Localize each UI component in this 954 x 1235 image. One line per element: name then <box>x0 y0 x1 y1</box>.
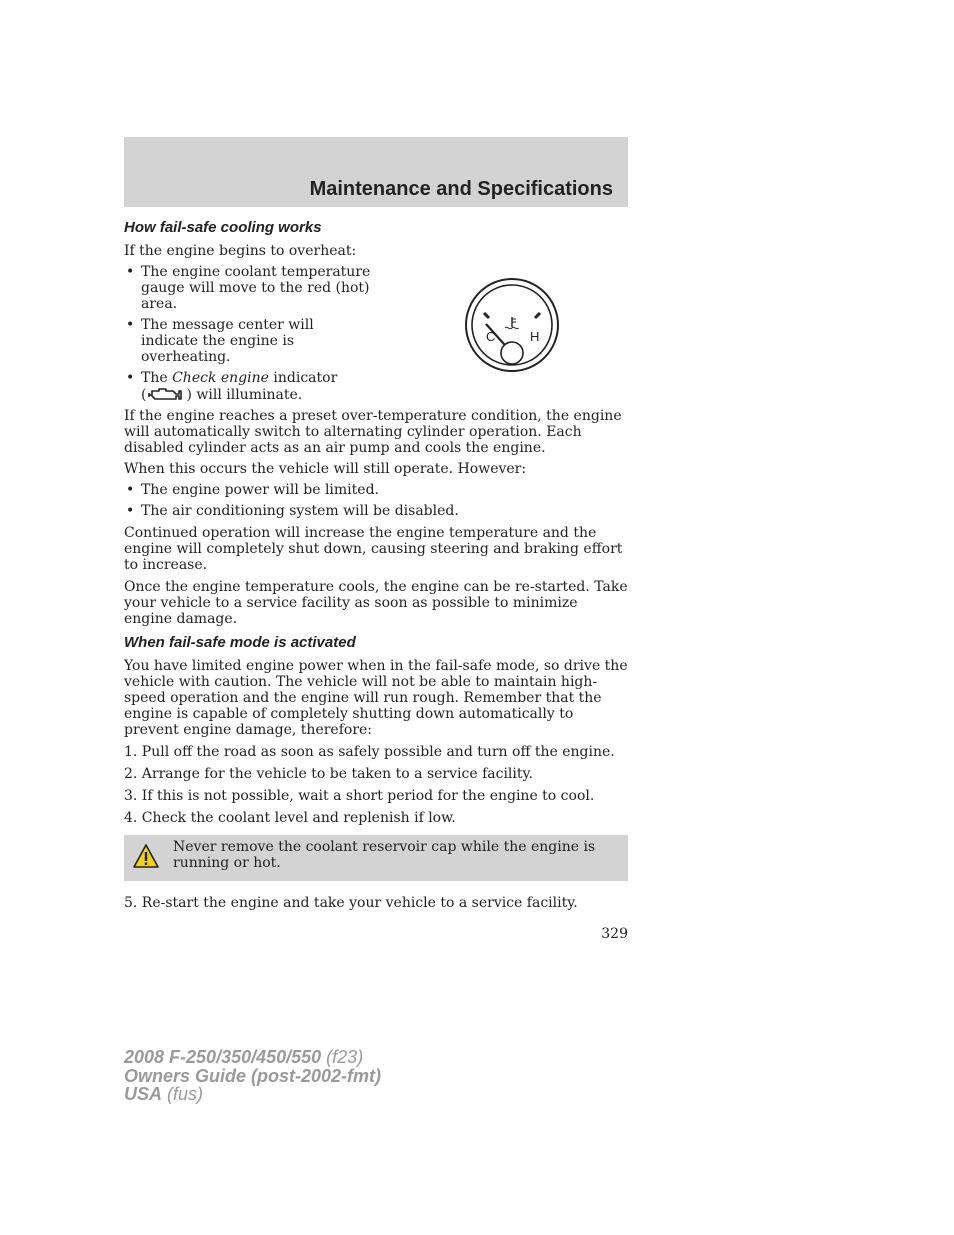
list-item: 3. If this is not possible, wait a short period for the engine to cool. <box>124 788 595 804</box>
intro-text: If the engine begins to overheat: <box>124 243 357 259</box>
list-item: • The message center will indicate the engine is overheating. <box>124 317 371 365</box>
page-number: 329 <box>601 926 628 942</box>
warning-box <box>124 835 628 881</box>
footer <box>124 1048 381 1104</box>
paragraph: You have limited engine power when in the fail-safe mode, so drive the vehicle with caution. The vehicle will not be able to maintain high-speed operation and the engine will run rough. Remember that the engine is capable of completely shutting down automatically to prevent engine damage, therefore: <box>124 658 628 738</box>
check-engine-prefix: The <box>141 370 173 386</box>
check-engine-suffix: indicator <box>268 370 338 386</box>
footer-line-guide: Owners Guide (post-2002-fmt) <box>124 1065 382 1086</box>
warning-icon <box>132 843 160 869</box>
limits-bullet-list <box>124 482 628 519</box>
list-item: • The air conditioning system will be disabled. <box>124 503 628 519</box>
section-heading-fail-safe-mode: When fail-safe mode is activated <box>124 634 356 651</box>
step-five: 5. Re-start the engine and take your vehicle to a service facility. <box>124 895 578 911</box>
footer-region: USA <box>124 1084 163 1104</box>
list-item: 2. Arrange for the vehicle to be taken to a service facility. <box>124 766 534 782</box>
steps-list <box>124 744 628 826</box>
gauge-label-h: H <box>530 329 540 344</box>
paragraph: Continued operation will increase the engine temperature and the engine will completely shut down, causing steering and braking effort to increase. <box>124 525 623 573</box>
list-item: 4. Check the coolant level and replenish if low. <box>124 810 456 826</box>
gauge-label-c: C <box>486 329 496 344</box>
footer-model-code: (f23) <box>321 1047 364 1067</box>
temperature-gauge-icon <box>464 277 560 373</box>
footer-line-region <box>124 1085 381 1104</box>
header-band <box>124 137 628 207</box>
page-title: Maintenance and Specifications <box>309 178 613 200</box>
check-engine-icon <box>146 386 186 402</box>
list-item-check-engine <box>124 370 371 403</box>
list-item: 1. Pull off the road as soon as safely possible and turn off the engine. <box>124 744 615 760</box>
paragraph: If the engine reaches a preset over-temperature condition, the engine will automatically switch to alternating cylinder operation. Each disabled cylinder acts as an air pump and cools the engine. <box>124 408 622 456</box>
footer-region-code: (fus) <box>162 1084 204 1104</box>
paragraph: When this occurs the vehicle will still operate. However: <box>124 461 527 477</box>
section-heading-fail-safe-cooling: How fail-safe cooling works <box>124 219 322 236</box>
content <box>124 219 628 916</box>
check-engine-close: ) will illuminate. <box>186 387 303 403</box>
warning-text: Never remove the coolant reservoir cap while the engine is running or hot. <box>173 839 596 871</box>
check-engine-italic: Check engine <box>172 370 269 386</box>
footer-model: 2008 F-250/350/450/550 <box>124 1047 322 1067</box>
intro-block <box>124 243 628 403</box>
list-item: • The engine power will be limited. <box>124 482 628 498</box>
footer-line-model <box>124 1048 381 1067</box>
check-engine-open-paren: ( <box>141 387 147 403</box>
list-item: • The engine coolant temperature gauge will move to the red (hot) area. <box>124 264 371 312</box>
paragraph: Once the engine temperature cools, the engine can be re-started. Take your vehicle to a service facility as soon as possible to minimize engine damage. <box>124 579 628 627</box>
